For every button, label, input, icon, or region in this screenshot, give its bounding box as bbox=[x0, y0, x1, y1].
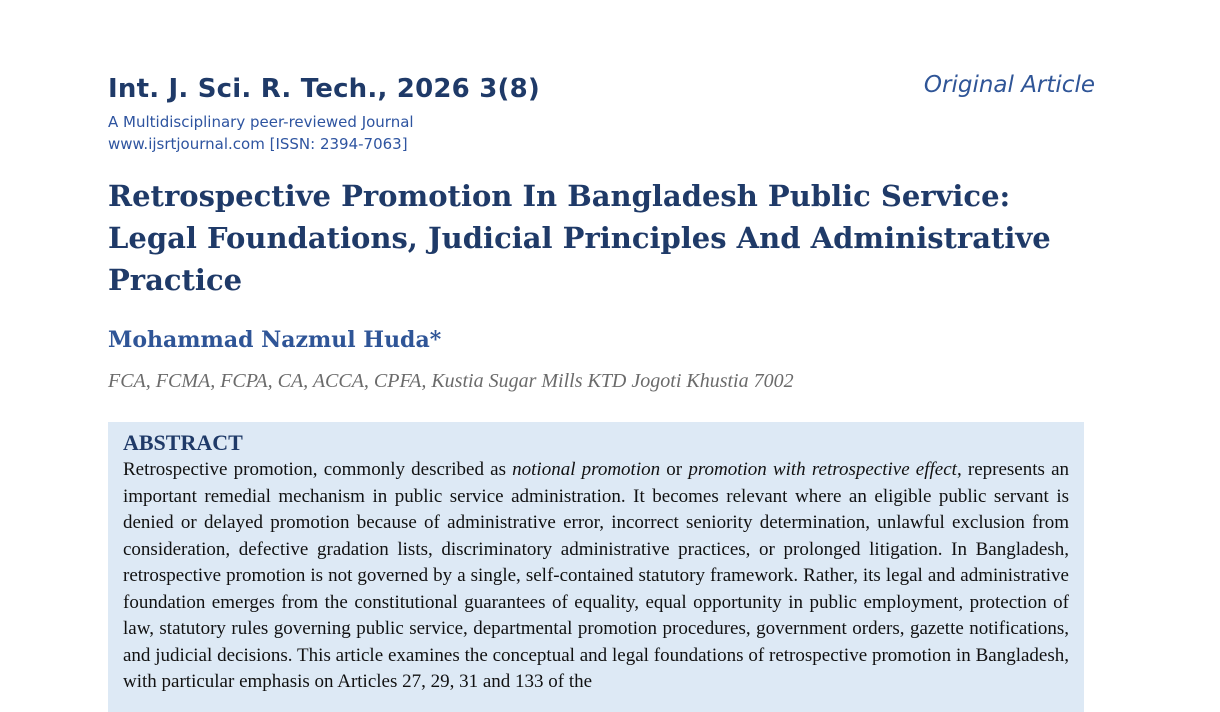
abstract-connector: or bbox=[660, 459, 689, 480]
author-name: Mohammad Nazmul Huda* bbox=[108, 327, 442, 353]
journal-title: Int. J. Sci. R. Tech., 2026 3(8) bbox=[108, 74, 540, 104]
article-type-label: Original Article bbox=[923, 72, 1095, 98]
journal-tagline: A Multidisciplinary peer-reviewed Journal bbox=[108, 113, 414, 131]
journal-website: www.ijsrtjournal.com [ISSN: 2394-7063] bbox=[108, 135, 408, 153]
paper-title: Retrospective Promotion In Bangladesh Public Service: Legal Foundations, Judicial Principles And Administrative Practice bbox=[108, 179, 1051, 297]
abstract-heading: ABSTRACT bbox=[123, 430, 243, 455]
abstract-text bbox=[123, 457, 1069, 696]
author-affiliation: FCA, FCMA, FCPA, CA, ACCA, CPFA, Kustia Sugar Mills KTD Jogoti Khustia 7002 bbox=[108, 370, 794, 392]
abstract-box bbox=[108, 422, 1084, 712]
abstract-intro: Retrospective promotion, commonly described as bbox=[123, 459, 513, 480]
abstract-term-notional: notional promotion bbox=[512, 459, 661, 480]
abstract-body: , represents an important remedial mechanism in public service administration. It becomes relevant where an eligible public servant is denied or delayed promotion because of administrative error, incorrect seniority determination, unlawful exclusion from consideration, defective gradation lists, discriminatory administrative practices, or prolonged litigation. In Bangladesh, retrospective promotion is not governed by a single, self-contained statutory framework. Rather, its legal and administrative foundation emerges from the constitutional guarantees of equality, equal opportunity in public employment, protection of law, statutory rules governing public service, departmental promotion procedures, government orders, gazette notifications, and judicial decisions. This article examines the conceptual and legal foundations of retrospective promotion in Bangladesh, with particular emphasis on Articles 27, 29, 31 and 133 of the bbox=[123, 459, 1070, 692]
abstract-term-retrospective: promotion with retrospective effect bbox=[688, 459, 957, 480]
